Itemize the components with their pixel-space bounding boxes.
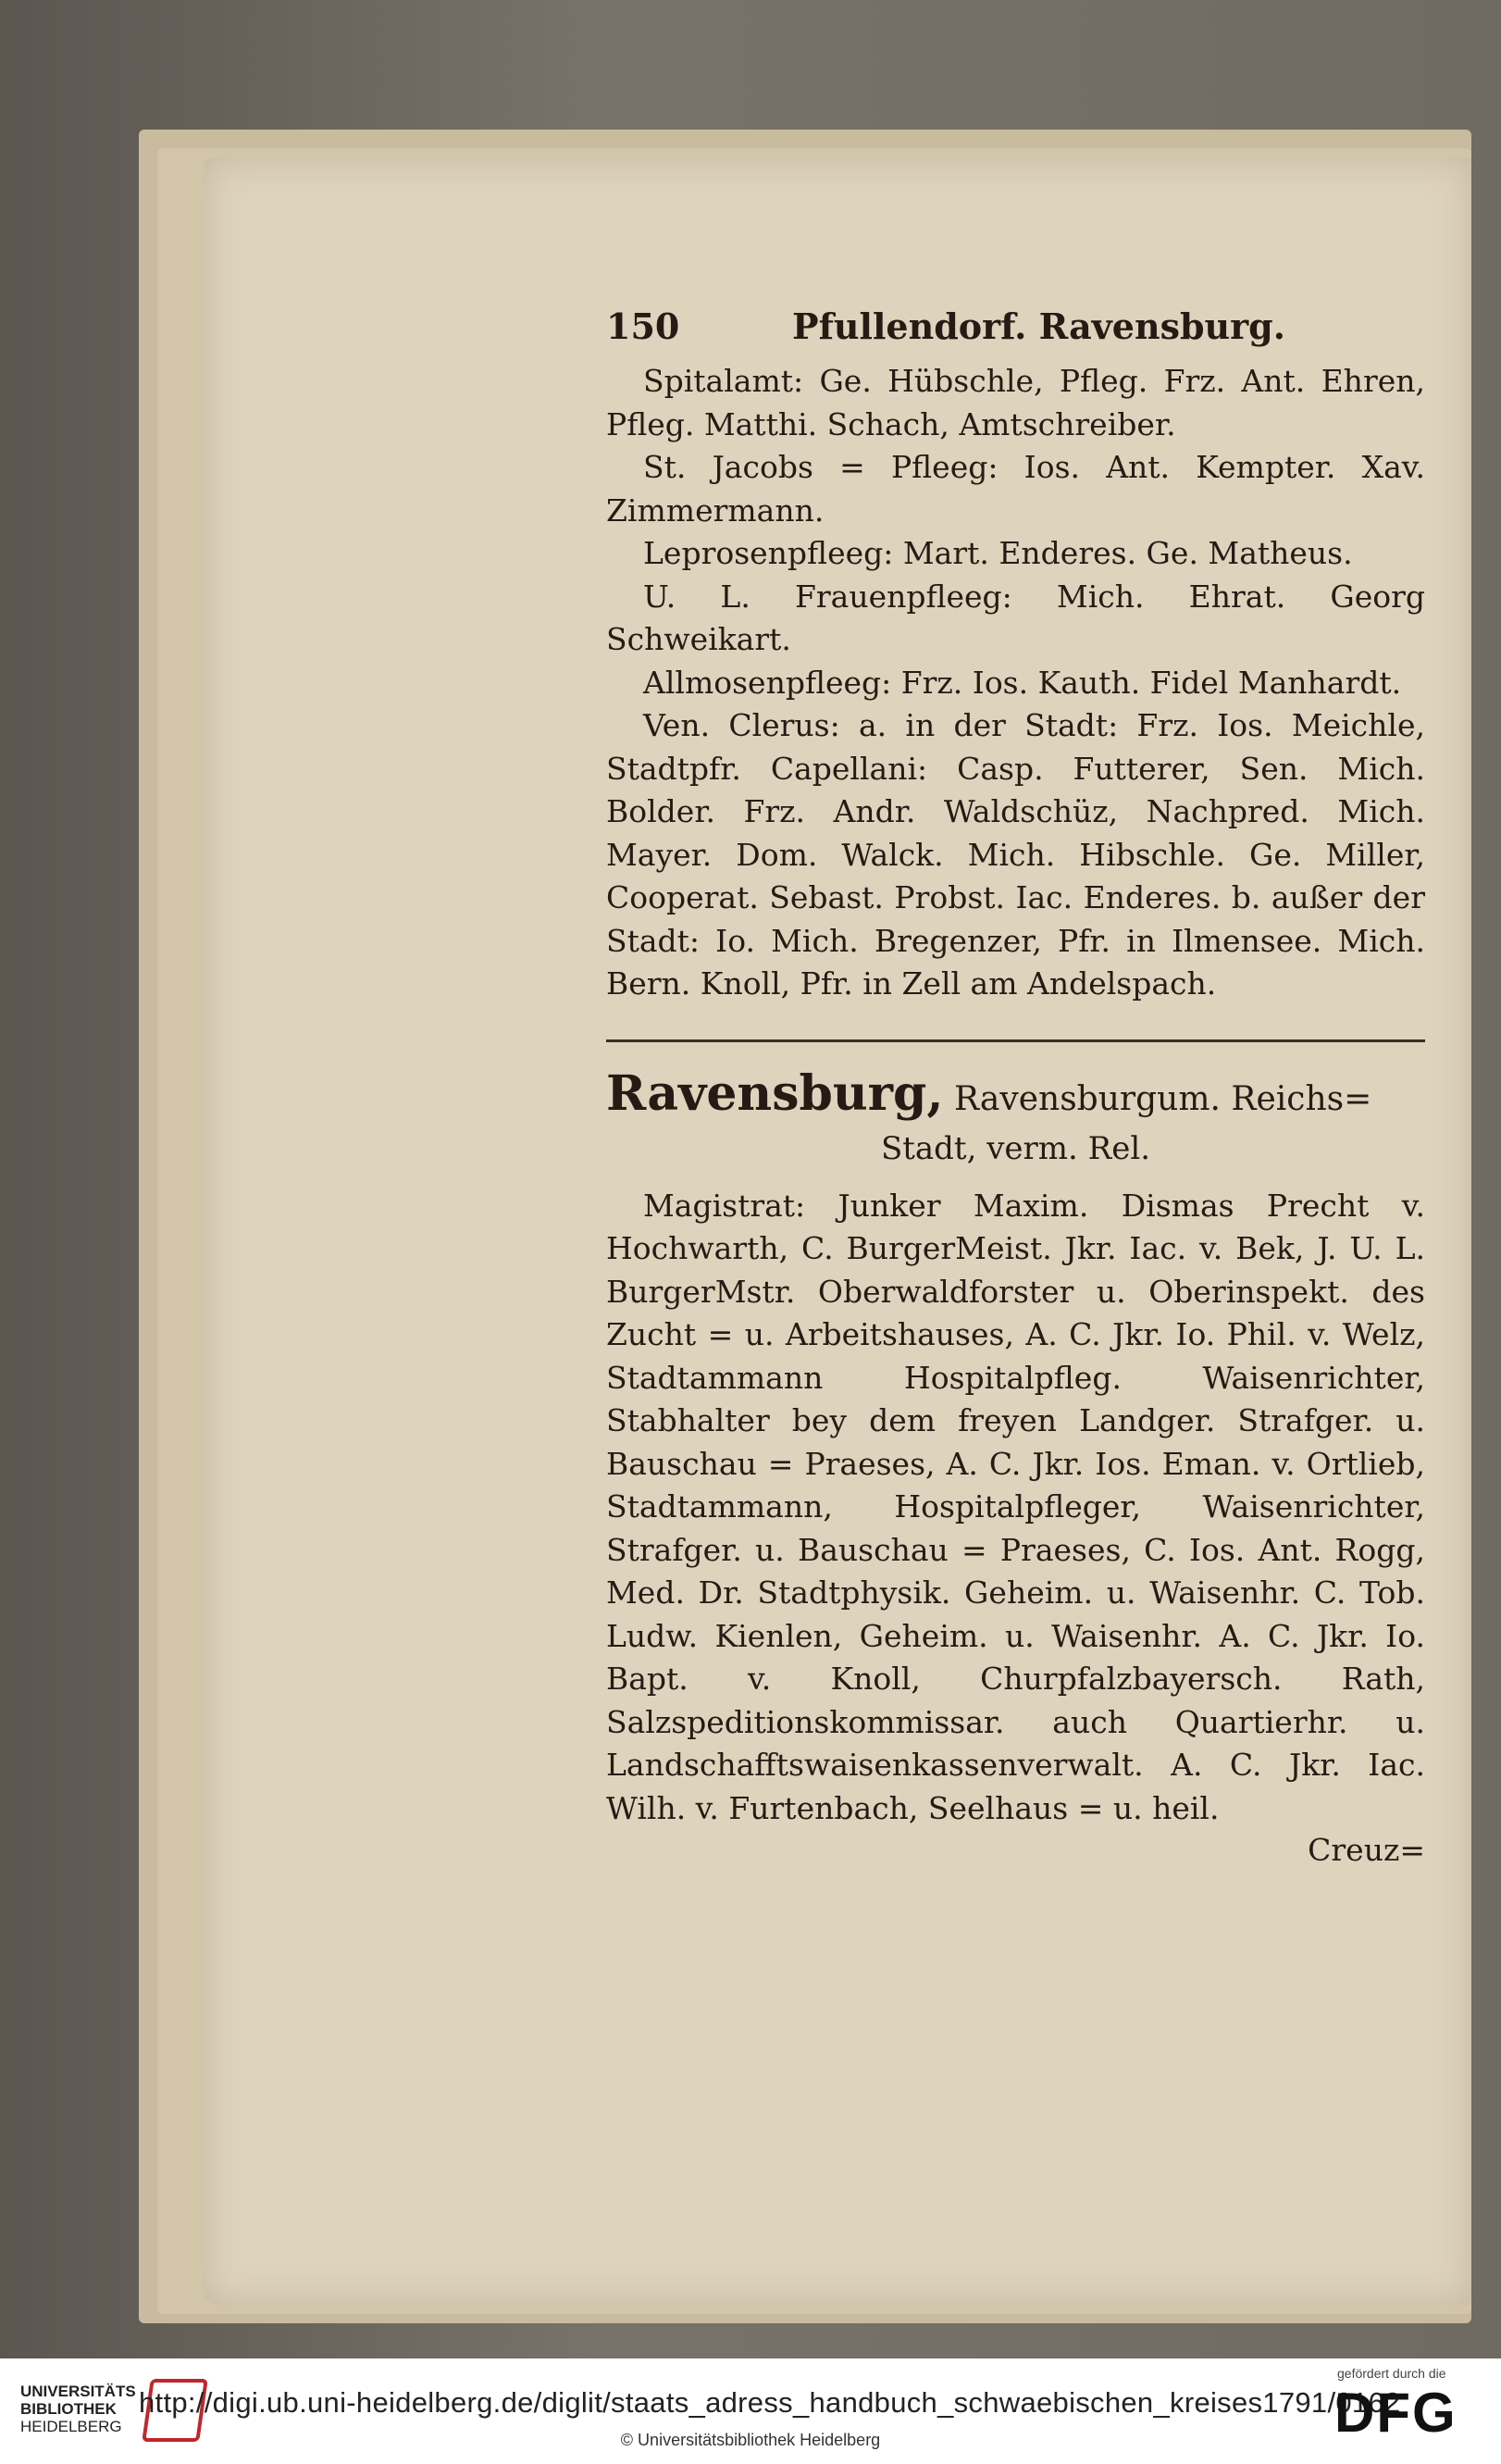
paragraph-allmosen: Allmosenpfleeg: Frz. Ios. Kauth. Fidel Manhardt. <box>643 664 1402 701</box>
section-title: Ravensburg, <box>606 1064 944 1122</box>
permalink-url[interactable]: http://digi.ub.uni-heidelberg.de/diglit/staats_adress_handbuch_schwaebischen_kreises1791/0162 <box>139 2386 1401 2419</box>
section-title-rest: Ravensburgum. Reichs= <box>953 1079 1372 1118</box>
section-subtitle: Stadt, verm. Rel. <box>880 1129 1151 1167</box>
paragraph-frauen: U. L. Frauenpfleeg: Mich. Ehrat. Georg Schweikart. <box>606 578 1425 657</box>
dfg-logo: DFG <box>1334 2382 1458 2444</box>
paragraph-leprosen: Leprosenpfleeg: Mart. Enderes. Ge. Matheus. <box>643 535 1353 571</box>
section-heading <box>606 1064 1425 1124</box>
section-divider <box>606 1039 1425 1042</box>
page-text <box>606 305 1425 1871</box>
paragraph-magistrat: Magistrat: Junker Maxim. Dismas Precht v. Hochwarth, C. BurgerMeist. Jkr. Iac. v. Bek, J. U. L. BurgerMstr. Oberwaldforster u. Oberinspekt. des Zucht = u. Arbeitshauses, A. C. Jkr. Io. Phil. v. Welz, Stadtammann Hospitalpfleg. Waisenrichter, Stabhalter bey dem freyen Landger. Strafger. u. Bauschau = Praeses, A. C. Jkr. Ios. Eman. v. Ortlieb, Stadtammann, Hospitalpfleger, Waisenrichter, Strafger. u. Bauschau = Praeses, C. Ios. Ant. Rogg, Med. Dr. Stadtphysik. Geheim. u. Waisenhr. C. Tob. Ludw. Kienlen, Geheim. u. Waisenhr. A. C. Jkr. Io. Bapt. v. Knoll, Churpfalzbayersch. Rath, Salzspeditionskommissar. auch Quartierhr. u. Landschafftswaisenkassenverwalt. A. C. Jkr. Iac. Wilh. v. Furtenbach, Seelhaus = u. heil. <box>606 1187 1425 1826</box>
paragraph-jacobs: St. Jacobs = Pfleeg: Ios. Ant. Kempter. Xav. Zimmermann. <box>606 449 1425 529</box>
page-number: 150 <box>606 305 680 347</box>
paragraph-clerus: Ven. Clerus: a. in der Stadt: Frz. Ios. Meichle, Stadtpfr. Capellani: Casp. Futterer, Sen. Mich. Bolder. Frz. Andr. Waldschüz, Nachpred. Mich. Mayer. Dom. Walck. Mich. Hibschle. Ge. Miller, Cooperat. Sebast. Probst. Iac. Enderes. b. außer der Stadt: Io. Mich. Bregenzer, Pfr. in Ilmensee. Mich. Bern. Knoll, Pfr. in Zell am Andelspach. <box>606 707 1425 1002</box>
running-title: Pfullendorf. Ravensburg. <box>792 305 1285 347</box>
catchword: Creuz= <box>1308 1832 1425 1868</box>
copyright-notice: © Universitätsbibliothek Heidelberg <box>620 2431 881 2449</box>
library-logo: UNIVERSITÄTS BIBLIOTHEK HEIDELBERG <box>20 2383 136 2435</box>
paragraph-spitalamt: Spitalamt: Ge. Hübschle, Pfleg. Frz. Ant. Ehren, Pfleg. Matthi. Schach, Amtschreiber. <box>606 363 1425 442</box>
page-header <box>606 305 1425 347</box>
funding-note: gefördert durch die <box>1337 2366 1446 2381</box>
footer-bar <box>0 2358 1501 2464</box>
